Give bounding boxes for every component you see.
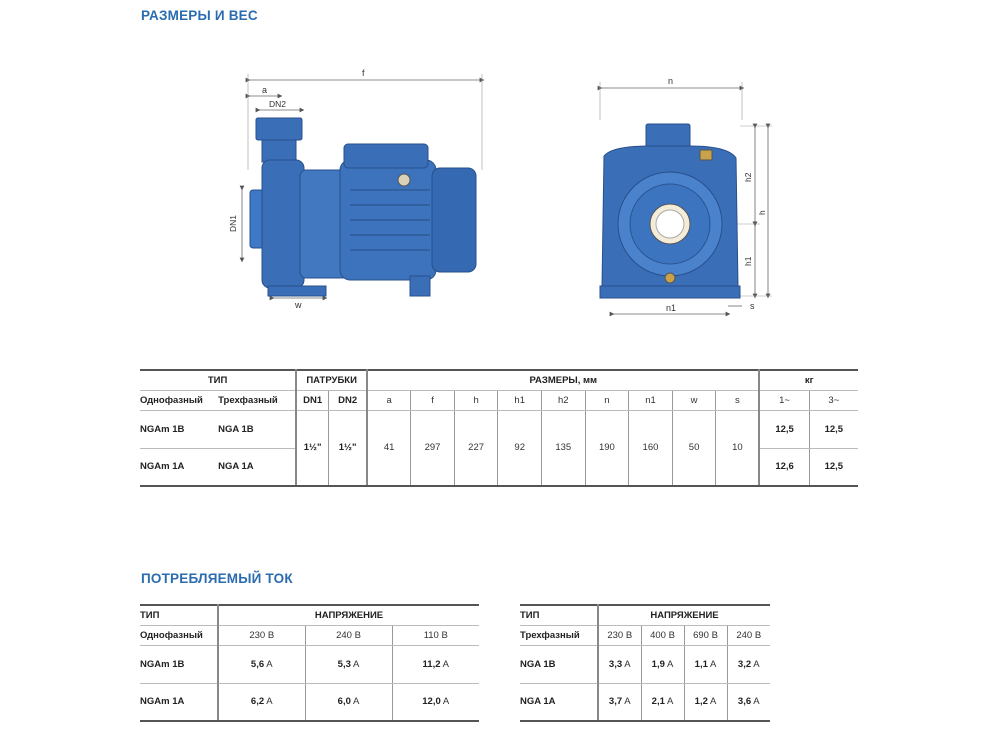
dim-label-s: s (750, 301, 755, 311)
header-dn2: DN2 (329, 390, 368, 410)
header-n: n (585, 390, 629, 410)
current-value: 6,0 A (305, 683, 392, 721)
section-title-dimensions: РАЗМЕРЫ И ВЕС (141, 8, 258, 23)
type-label: ТИП (140, 605, 218, 625)
header-w: w (672, 390, 716, 410)
header-weight: кг (759, 370, 858, 390)
current-value: 6,2 A (218, 683, 305, 721)
dim-label-h2: h2 (743, 172, 753, 182)
header-h: h (454, 390, 498, 410)
dim-label-dn1: DN1 (228, 214, 238, 232)
dimensions-table (140, 369, 858, 487)
model-single: NGAm 1B (140, 410, 218, 448)
value-n1: 160 (629, 410, 673, 486)
weight-3phase: 12,5 (809, 448, 858, 486)
value-n: 190 (585, 410, 629, 486)
voltage-230: 230 В (218, 625, 305, 645)
voltage-label: НАПРЯЖЕНИЕ (218, 605, 479, 625)
voltage-110: 110 В (392, 625, 479, 645)
value-h2: 135 (542, 410, 586, 486)
current-value: 1,2 A (684, 683, 727, 721)
weight-1phase: 12,5 (759, 410, 809, 448)
table-row (520, 645, 770, 683)
weight-1phase: 12,6 (759, 448, 809, 486)
weight-3phase: 12,5 (809, 410, 858, 448)
voltage-240: 240 В (305, 625, 392, 645)
dim-label-h: h (757, 210, 767, 215)
current-value: 3,2 A (727, 645, 770, 683)
current-value: 12,0 A (392, 683, 479, 721)
value-s: 10 (716, 410, 760, 486)
current-value: 3,6 A (727, 683, 770, 721)
dim-label-dn2: DN2 (269, 99, 287, 109)
header-h1: h1 (498, 390, 542, 410)
section-title-current: ПОТРЕБЛЯЕМЫЙ ТОК (141, 571, 293, 586)
current-value: 3,7 A (598, 683, 641, 721)
current-value: 5,6 A (218, 645, 305, 683)
header-sizes: РАЗМЕРЫ, мм (367, 370, 759, 390)
value-dn1: 1½" (296, 410, 328, 486)
value-dn2: 1½" (329, 410, 368, 486)
header-single-phase: Однофазный (140, 390, 218, 410)
table-row (140, 683, 479, 721)
header-ports: ПАТРУБКИ (296, 370, 367, 390)
value-h1: 92 (498, 410, 542, 486)
dim-label-a: a (262, 85, 268, 95)
header-s: s (716, 390, 760, 410)
voltage-400: 400 В (641, 625, 684, 645)
dim-label-h1: h1 (743, 256, 753, 266)
model: NGAm 1B (140, 645, 218, 683)
current-value: 1,9 A (641, 645, 684, 683)
current-value: 1,1 A (684, 645, 727, 683)
model: NGA 1A (520, 683, 598, 721)
table-row (140, 645, 479, 683)
phase-label: Трехфазный (520, 625, 598, 645)
phase-label: Однофазный (140, 625, 218, 645)
header-h2: h2 (542, 390, 586, 410)
value-w: 50 (672, 410, 716, 486)
current-value: 5,3 A (305, 645, 392, 683)
value-h: 227 (454, 410, 498, 486)
current-table-single (140, 604, 479, 722)
header-f: f (411, 390, 455, 410)
header-dn1: DN1 (296, 390, 328, 410)
header-three-phase: Трехфазный (218, 390, 296, 410)
header-type: ТИП (140, 370, 296, 390)
pump-drawing (0, 60, 1000, 390)
voltage-230: 230 В (598, 625, 641, 645)
header-kg3: 3~ (809, 390, 858, 410)
model-three: NGA 1A (218, 448, 296, 486)
current-value: 3,3 A (598, 645, 641, 683)
dim-label-n: n (668, 76, 674, 86)
voltage-690: 690 В (684, 625, 727, 645)
table-row (140, 410, 858, 448)
table-row (520, 683, 770, 721)
model: NGAm 1A (140, 683, 218, 721)
voltage-label: НАПРЯЖЕНИЕ (598, 605, 770, 625)
voltage-240: 240 В (727, 625, 770, 645)
model-single: NGAm 1A (140, 448, 218, 486)
header-n1: n1 (629, 390, 673, 410)
current-value: 2,1 A (641, 683, 684, 721)
header-a: a (367, 390, 411, 410)
dim-label-w: w (295, 300, 302, 310)
dim-label-f: f (362, 68, 365, 78)
model: NGA 1B (520, 645, 598, 683)
front-view (600, 76, 772, 314)
value-f: 297 (411, 410, 455, 486)
value-a: 41 (367, 410, 411, 486)
current-table-three (520, 604, 770, 722)
header-kg1: 1~ (759, 390, 809, 410)
current-value: 11,2 A (392, 645, 479, 683)
model-three: NGA 1B (218, 410, 296, 448)
dim-label-n1: n1 (666, 303, 677, 313)
type-label: ТИП (520, 605, 598, 625)
side-view (228, 68, 482, 310)
